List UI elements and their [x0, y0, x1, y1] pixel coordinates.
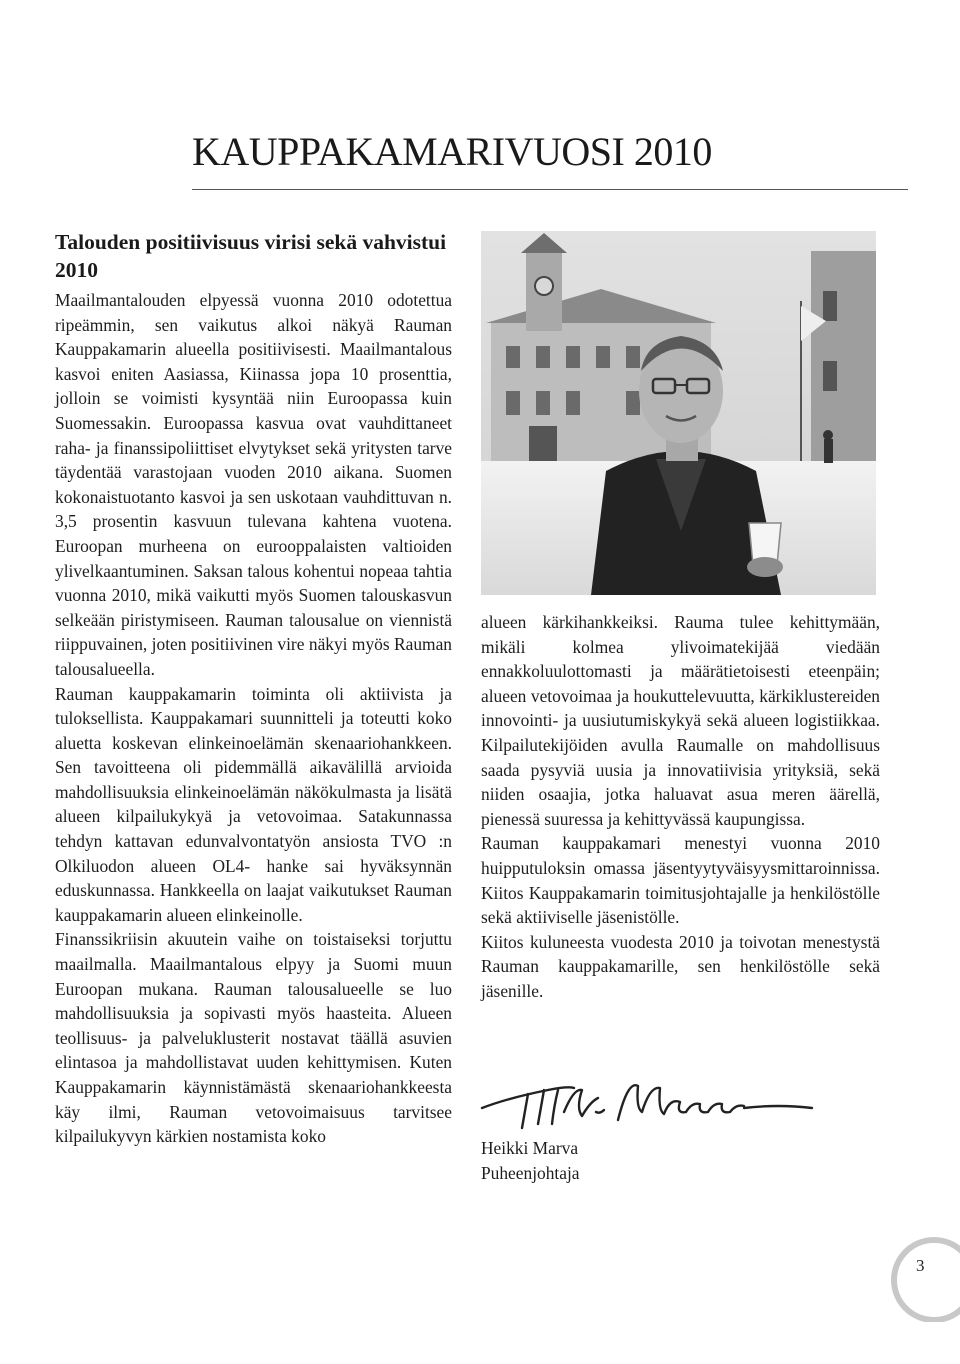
page-title: KAUPPAKAMARIVUOSI 2010	[192, 129, 712, 174]
left-column	[55, 228, 452, 1149]
title-divider	[192, 189, 908, 190]
signer-block	[481, 1136, 580, 1185]
right-column	[481, 610, 880, 1004]
paragraph-5: Rauman kauppakamari menestyi vuonna 2010 huipputuloksin omassa jäsentyytyväisyysmittaroinnissa. Kiitos Kauppakamarin toimitusjohtajalle ja henkilöstölle sekä aktiiviselle jäsenistölle.	[481, 833, 880, 928]
signer-name: Heikki Marva	[481, 1138, 579, 1158]
handwritten-signature	[478, 1068, 818, 1140]
page-number-circle-icon	[886, 1232, 960, 1322]
paragraph-1: Maailmantalouden elpyessä vuonna 2010 odotettua ripeämmin, sen vaikutus alkoi näkyä Rauman Kauppakamarin alueella positiivisesti. Maailmantalous kasvoi eniten Aasiassa, Kiinassa jopa 10 prosenttia, jolloin se voimisti kysyntää niin Euroopassa kuin Suomessakin. Euroopassa kasvua ovat vauhdittaneet raha- ja finanssipoliittiset elvytykset sekä yritysten tarve täydentää varastojaan vuoden 2010 aikana. Suomen kokonaistuotanto kasvoi ja sen uskotaan vauhdittuvan n. 3,5 prosentin kasvuun tulevana kahtena vuotena. Euroopan murheena on eurooppalaisten valtioiden ylivelkaantuminen. Saksan talous kohentui nopeaa tahtia vuonna 2010, mikä vaikutti myös Suomen talouskasvun selkeään piristymiseen. Rauman talousalue on viennistä riippuvainen, joten positiivinen vire näkyi myös Rauman talousalueella.	[55, 290, 452, 679]
portrait-photo	[481, 231, 876, 595]
page-number: 3	[916, 1256, 925, 1275]
photo-illustration	[481, 231, 876, 595]
paragraph-4: alueen kärkihankkeiksi. Rauma tulee kehittymään, mikäli kolmea ylivoimatekijää viedään ennakkoluulottomasti ja määrätietoisesti eteenpäin; alueen vetovoimaa ja houkuttelevuutta, kärkiklustereiden innovointi- ja uusiutumiskykyä sekä alueen logistiikkaa. Kilpailutekijöiden avulla Raumalle on mahdollisuus saada pysyviä uusia ja innovatiivisia yrityksiä, sekä niiden osaajia, jotka haluavat asua meren äärellä, pienessä suuressa ja kehittyvässä kaupungissa.	[481, 612, 880, 829]
signer-title: Puheenjohtaja	[481, 1162, 580, 1183]
article-heading: Talouden positiivisuus virisi sekä vahvistui 2010	[55, 230, 447, 282]
paragraph-6: Kiitos kuluneesta vuodesta 2010 ja toivotan menestystä Rauman kauppakamarille, sen henkilöstölle sekä jäsenille.	[481, 931, 880, 1001]
paragraph-3: Finanssikriisin akuutein vaihe on toistaiseksi torjuttu maailmalla. Maailmantalous elpyy ja Suomi muun Euroopan mukana. Rauman talousalueelle se luo mahdollisuuksia ja sopivasti myös haasteita. Alueen teollisuus- ja palveluklusterit nostavat täällä asuvien elintasoa ja mahdollistavat uuden kehittymisen. Kuten Kauppakamarin käynnistämästä skenaariohankkeesta käy ilmi, Rauman vetovoimaisuus tarvitsee kilpailukyvyn kärkien nostamista koko	[55, 929, 452, 1147]
paragraph-2: Rauman kauppakamarin toiminta oli aktiivista ja tuloksellista. Kauppakamari suunnitteli ja toteutti koko aluetta koskevan elinkeinoelämän skenaariohankkeen. Sen tavoitteena oli pidemmällä aikavälillä arvioida mahdollisuuksia elinkeinoelämän näkökulmasta ja lisätä alueen kilpailukykyä ja vetovoimaa. Satakunnassa tehdyn kattavan edunvalvontatyön ansiosta TVO :n Olkiluodon alueen OL4- hanke sai hyväksynnän eduskunnassa. Hankkeella on laajat vaikutukset Rauman kauppakamarin alueen elinkeinolle.	[55, 683, 452, 925]
